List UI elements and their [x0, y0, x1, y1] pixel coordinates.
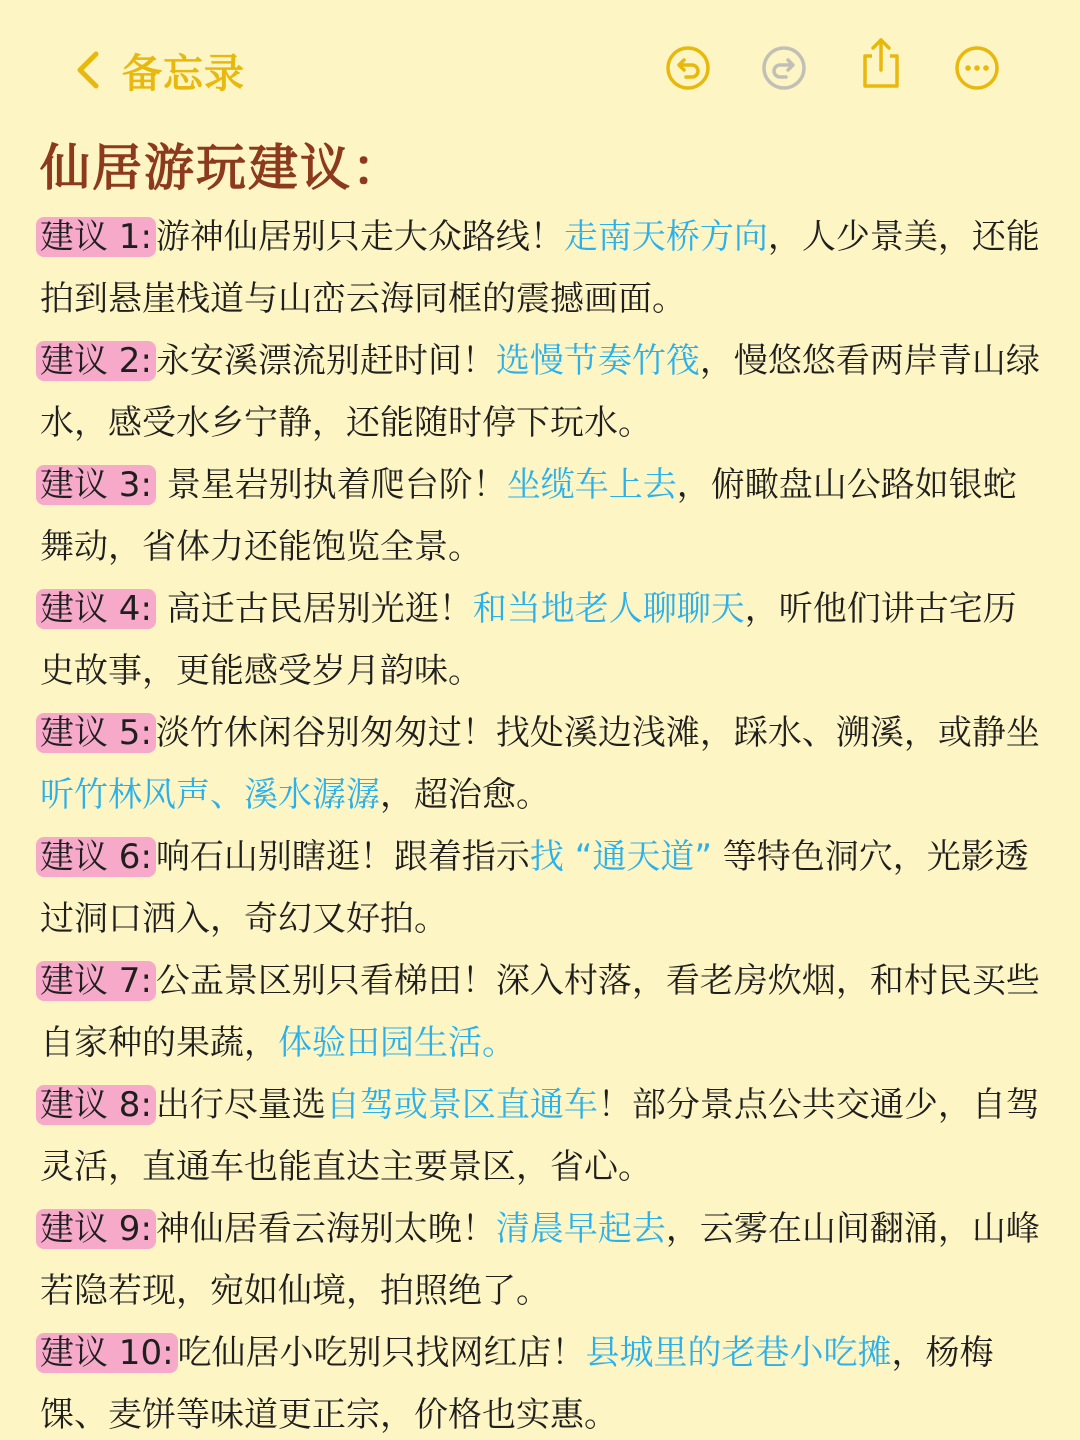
suggestion-tag: 建议 9:	[36, 1209, 156, 1249]
suggestion-text: ，人少景美，还能拍到悬崖栈道与山峦云海同框的震撼画面。	[40, 217, 1040, 319]
suggestion-text: 永安溪漂流别赶时间！	[155, 341, 496, 381]
suggestion-text: ，听他们讲古宅历史故事，更能感受岁月韵味。	[40, 589, 1017, 691]
suggestion-item	[40, 950, 1040, 1074]
suggestion-highlight: 选慢节奏竹筏	[495, 341, 700, 381]
more-icon	[954, 45, 1000, 95]
suggestion-item	[40, 1198, 1040, 1322]
undo-button[interactable]	[662, 44, 714, 96]
suggestion-item	[40, 206, 1040, 330]
more-button[interactable]	[951, 44, 1003, 96]
suggestion-tag: 建议 6:	[36, 837, 156, 877]
suggestion-highlight: 体验田园生活。	[278, 1023, 516, 1063]
suggestion-text: 出行尽量选	[155, 1085, 326, 1125]
suggestion-tag: 建议 8:	[36, 1085, 156, 1125]
note-title: 仙居游玩建议：	[40, 139, 404, 197]
suggestion-text: 响石山别瞎逛！跟着指示	[155, 837, 530, 877]
suggestion-item	[40, 330, 1040, 454]
suggestion-item	[40, 1322, 1040, 1440]
back-label: 备忘录	[122, 50, 245, 97]
suggestion-highlight: 听竹林风声、溪水潺潺	[40, 775, 380, 815]
suggestion-tag: 建议 7:	[36, 961, 156, 1001]
suggestion-item	[40, 702, 1040, 826]
suggestion-text: ，俯瞰盘山公路如银蛇舞动，省体力还能饱览全景。	[40, 465, 1017, 567]
suggestion-text: ，云雾在山间翻涌，山峰若隐若现，宛如仙境，拍照绝了。	[40, 1209, 1040, 1311]
suggestion-item	[40, 1074, 1040, 1198]
suggestion-item	[40, 578, 1040, 702]
suggestion-text: 游神仙居别只走大众路线！	[155, 217, 564, 257]
suggestion-tag: 建议 3:	[36, 465, 156, 505]
suggestion-item	[40, 454, 1040, 578]
suggestion-text: ，杨梅馃、麦饼等味道更正宗，价格也实惠。	[40, 1333, 994, 1435]
suggestion-tag: 建议 1:	[36, 217, 156, 257]
suggestion-text: 景星岩别执着爬台阶！	[155, 465, 507, 505]
redo-button[interactable]	[758, 44, 810, 96]
suggestion-text: ，慢悠悠看两岸青山绿水，感受水乡宁静，还能随时停下玩水。	[40, 341, 1040, 443]
suggestion-tag: 建议 5:	[36, 713, 156, 753]
suggestion-tag: 建议 2:	[36, 341, 156, 381]
suggestion-text: 吃仙居小吃别只找网红店！	[177, 1333, 586, 1373]
suggestion-highlight: 和当地老人聊聊天	[472, 589, 745, 629]
undo-icon	[665, 45, 711, 95]
suggestion-highlight: 走南天桥方向	[563, 217, 768, 257]
suggestion-tag: 建议 4:	[36, 589, 156, 629]
suggestion-list	[40, 206, 1040, 1440]
chevron-left-icon	[70, 48, 110, 92]
suggestion-highlight: 清晨早起去	[495, 1209, 666, 1249]
share-button[interactable]	[855, 40, 907, 92]
back-button[interactable]	[70, 30, 245, 110]
suggestion-tag: 建议 10:	[36, 1333, 178, 1373]
suggestion-text: 淡竹休闲谷别匆匆过！找处溪边浅滩，踩水、溯溪，或静坐	[155, 713, 1040, 753]
suggestion-highlight: 找 “通天道”	[529, 837, 712, 877]
suggestion-text: 神仙居看云海别太晚！	[155, 1209, 496, 1249]
suggestion-text: ，超治愈。	[380, 775, 550, 815]
suggestion-highlight: 自驾或景区直通车	[325, 1085, 598, 1125]
share-icon	[858, 36, 904, 96]
redo-icon	[761, 45, 807, 95]
suggestion-highlight: 坐缆车上去	[506, 465, 677, 505]
top-navigation-bar	[0, 30, 1080, 110]
suggestion-text: 等特色洞穴，光影透过洞口洒入，奇幻又好拍。	[40, 837, 1029, 939]
suggestion-item	[40, 826, 1040, 950]
suggestion-text: 高迁古民居别光逛！	[155, 589, 473, 629]
suggestion-text: 公盂景区别只看梯田！深入村落，看老房炊烟，和村民买些自家种的果蔬，	[40, 961, 1040, 1063]
suggestion-text: ！部分景点公共交通少，自驾灵活，直通车也能直达主要景区，省心。	[40, 1085, 1040, 1187]
suggestion-highlight: 县城里的老巷小吃摊	[585, 1333, 892, 1373]
